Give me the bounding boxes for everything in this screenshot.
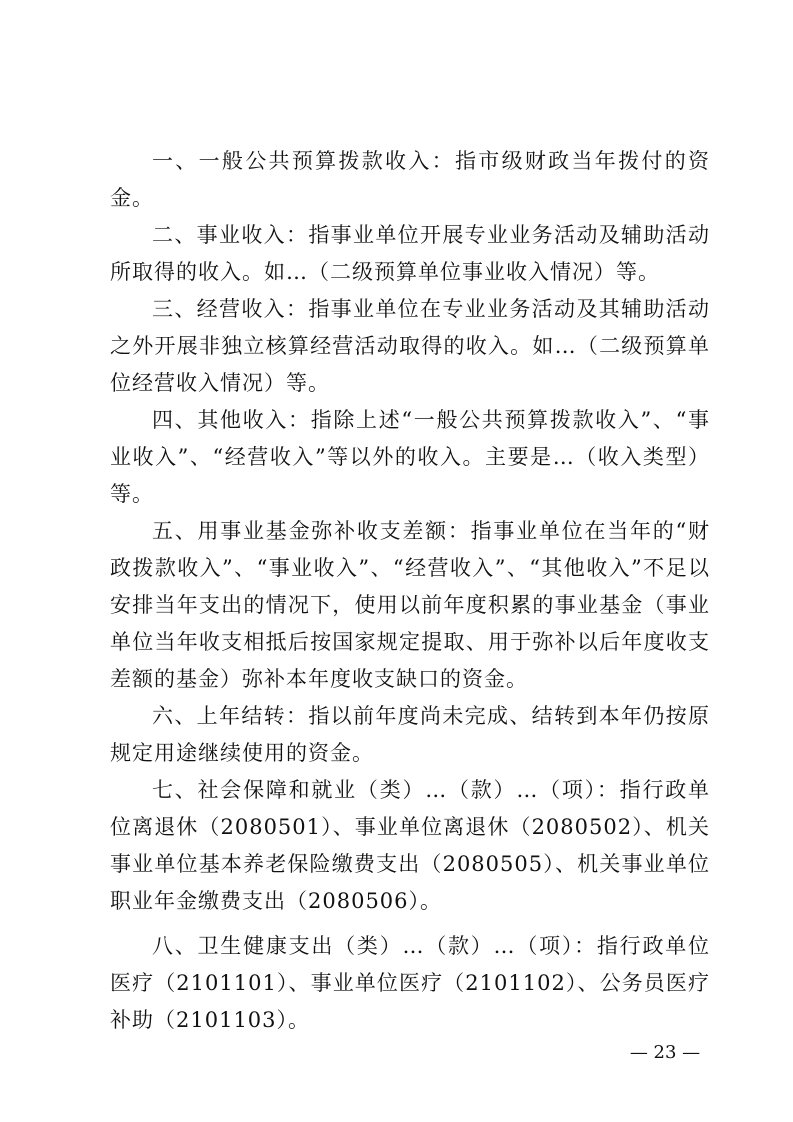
paragraph-social-security-expenditure: 七、社会保障和就业（类）…（款）…（项）：指行政单位离退休（2080501）、事业单位离退休（2080502）、机关事业单位基本养老保险缴费支出（2080505）、机关事业单位职业年金缴费支出（2080506）。 [110, 778, 710, 913]
paragraph-health-expenditure: 八、卫生健康支出（类）…（款）…（项）：指行政单位医疗（2101101）、事业单位医疗（2101102）、公务员医疗补助（2101103）。 [110, 934, 710, 1032]
paragraph-operating-income: 三、经营收入：指事业单位在专业业务活动及其辅助活动之外开展非独立核算经营活动取得的收入。如…（二级预算单位经营收入情况）等。 [110, 297, 710, 395]
page-number: — 23 — [629, 1042, 701, 1063]
paragraph-other-income: 四、其他收入：指除上述“一般公共预算拨款收入”、“事业收入”、“经营收入”等以外的收入。主要是…（收入类型）等。 [110, 408, 710, 506]
document-body [110, 143, 710, 1039]
paragraph-general-budget-income: 一、一般公共预算拨款收入：指市级财政当年拨付的资金。 [110, 149, 710, 210]
paragraph-prior-year-carryover: 六、上年结转：指以前年度尚未完成、结转到本年仍按原规定用途继续使用的资金。 [110, 704, 710, 765]
paragraph-business-income: 二、事业收入：指事业单位开展专业业务活动及辅助活动所取得的收入。如…（二级预算单位事业收入情况）等。 [110, 223, 710, 284]
paragraph-business-fund-offset: 五、用事业基金弥补收支差额：指事业单位在当年的“财政拨款收入”、“事业收入”、“经营收入”、“其他收入”不足以安排当年支出的情况下，使用以前年度积累的事业基金（事业单位当年收支相抵后按国家规定提取、用于弥补以后年度收支差额的基金）弥补本年度收支缺口的资金。 [110, 519, 710, 691]
